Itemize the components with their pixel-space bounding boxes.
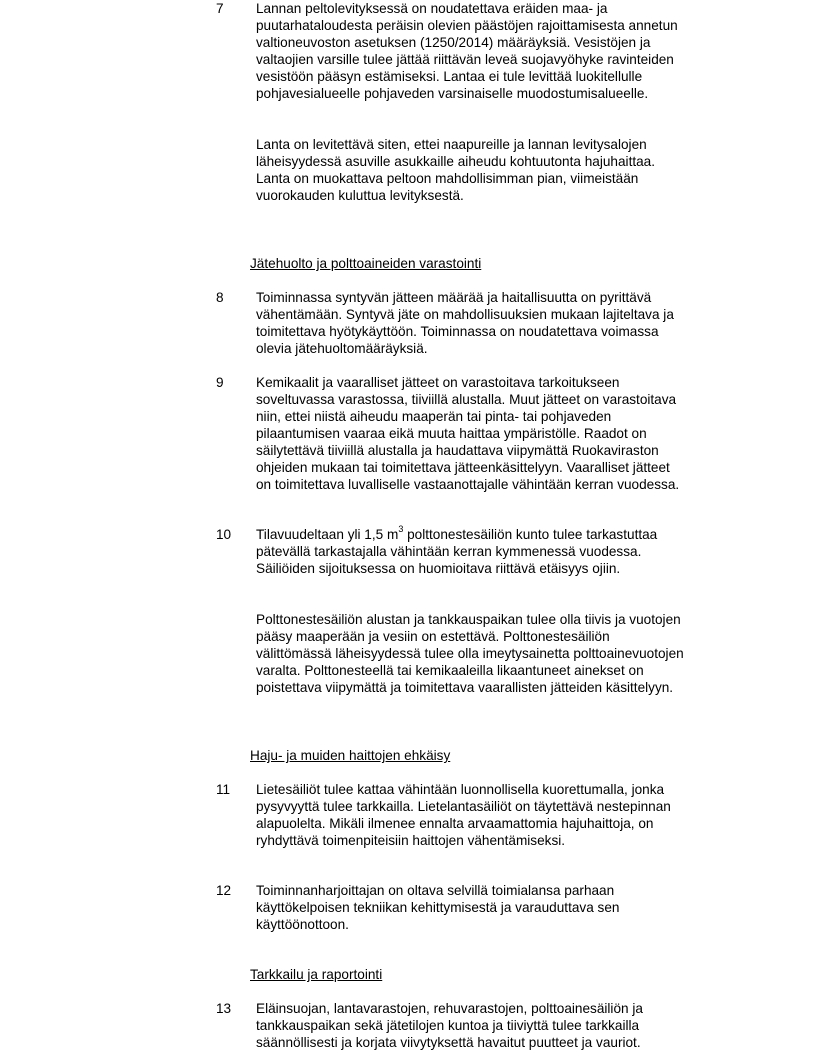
item-11-paragraph: Lietesäiliöt tulee kattaa vähintään luonnollisella kuorettumalla, jonka pysyvyyttä tulee tarkkailla. Lietelantasäiliöt on täytettävä nestepinnan alapuolelta. Mikäli ilmenee ennalta arvaamattomia hajuhaittoja, on ryhdyttävä toimenpiteisiin haittojen vähentämiseksi. [256,782,671,848]
item-number-13: 13 [216,1001,232,1016]
item-8-paragraph: Toiminnassa syntyvän jätteen määrää ja haitallisuutta on pyrittävä vähentämään. Syntyvä jäte on mahdollisuuksien mukaan lajiteltava ja toimitettava hyötykäyttöön. Toiminnassa on noudatettava voimassa olevia jätehuoltomääräyksiä. [256,290,674,356]
item-10-paragraph-2: Polttonestesäiliön alustan ja tankkauspaikan tulee olla tiivis ja vuotojen pääsy maaperään ja vesiin on estettävä. Polttonestesäiliön välittömässä läheisyydessä tulee olla imeytysainetta polttoainevuotojen varalta. Polttonesteellä tai kemikaaleilla likaantuneet ainekset on poistettava viipymättä ja toimitettava vaarallisten jätteiden käsittelyyn. [256,612,684,695]
item-number-11: 11 [216,782,231,797]
item-number-8: 8 [216,290,224,305]
item-number-10: 10 [216,527,232,542]
section-heading-odour: Haju- ja muiden haittojen ehkäisy [250,748,451,763]
item-7-paragraph-1: Lannan peltolevityksessä on noudatettava eräiden maa- ja puutarhataloudesta peräisin olevien päästöjen rajoittamisesta annetun valtioneuvoston asetuksen (1250/2014) määräyksiä. Vesistöjen ja valtaojien varsille tulee jättää riittävän leveä suojavyöhyke ravinteiden vesistöön pääsyn estämiseksi. Lantaa ei tule levittää luokitellulle pohjavesialueelle pohjaveden varsinaiselle muodostumisalueelle. [256,1,678,101]
item-number-7: 7 [216,1,224,16]
section-heading-waste: Jätehuolto ja polttoaineiden varastointi [250,256,482,271]
item-9-paragraph: Kemikaalit ja vaaralliset jätteet on varastoitava tarkoitukseen soveltuvassa varastossa, tiiviillä alustalla. Muut jätteet on varastoitava niin, ettei niistä aiheudu maaperän tai pinta- tai pohjaveden pilaantumisen vaaraa eikä muuta haittaa ympäristölle. Raadot on säilytettävä tiiviillä alustalla ja haudattava viipymättä Ruokaviraston ohjeiden mukaan tai toimitettava jätteenkäsittelyyn. Vaaralliset jätteet on toimitettava luvalliselle vastaanottajalle vähintään kerran vuodessa. [256,375,680,492]
item-10-paragraph-1 [256,526,686,577]
item-number-9: 9 [216,375,224,390]
item-13-paragraph: Eläinsuojan, lantavarastojen, rehuvarastojen, polttoainesäiliön ja tankkauspaikan sekä jätetilojen kuntoa ja tiiviyttä tulee tarkkailla säännöllisesti ja korjata viivytyksettä havaitut puutteet ja vauriot. [256,1001,643,1050]
item-10-text-end: polttonestesäiliön kunto tulee tarkastuttaa pätevällä tarkastajalla vähintään kerran kymmenessä vuodessa. Säiliöiden sijoituksessa on huomioitava riittävä etäisyys ojiin. [256,527,658,576]
section-heading-monitoring: Tarkkailu ja raportointi [250,967,383,982]
superscript-3: 3 [398,524,404,535]
item-12-paragraph: Toiminnanharjoittajan on oltava selvillä toimialansa parhaan käyttökelpoisen tekniikan kehittymisestä ja varauduttava sen käyttöönottoon. [256,883,620,932]
item-10-text-start: Tilavuudeltaan yli 1,5 m [256,527,399,542]
item-7-paragraph-2: Lanta on levitettävä siten, ettei naapureille ja lannan levitysalojen läheisyydessä asuville asukkaille aiheudu kohtuutonta hajuhaittaa. Lanta on muokattava peltoon mahdollisimman pian, viimeistään vuorokauden kuluttua levityksestä. [256,137,656,203]
item-number-12: 12 [216,883,232,898]
